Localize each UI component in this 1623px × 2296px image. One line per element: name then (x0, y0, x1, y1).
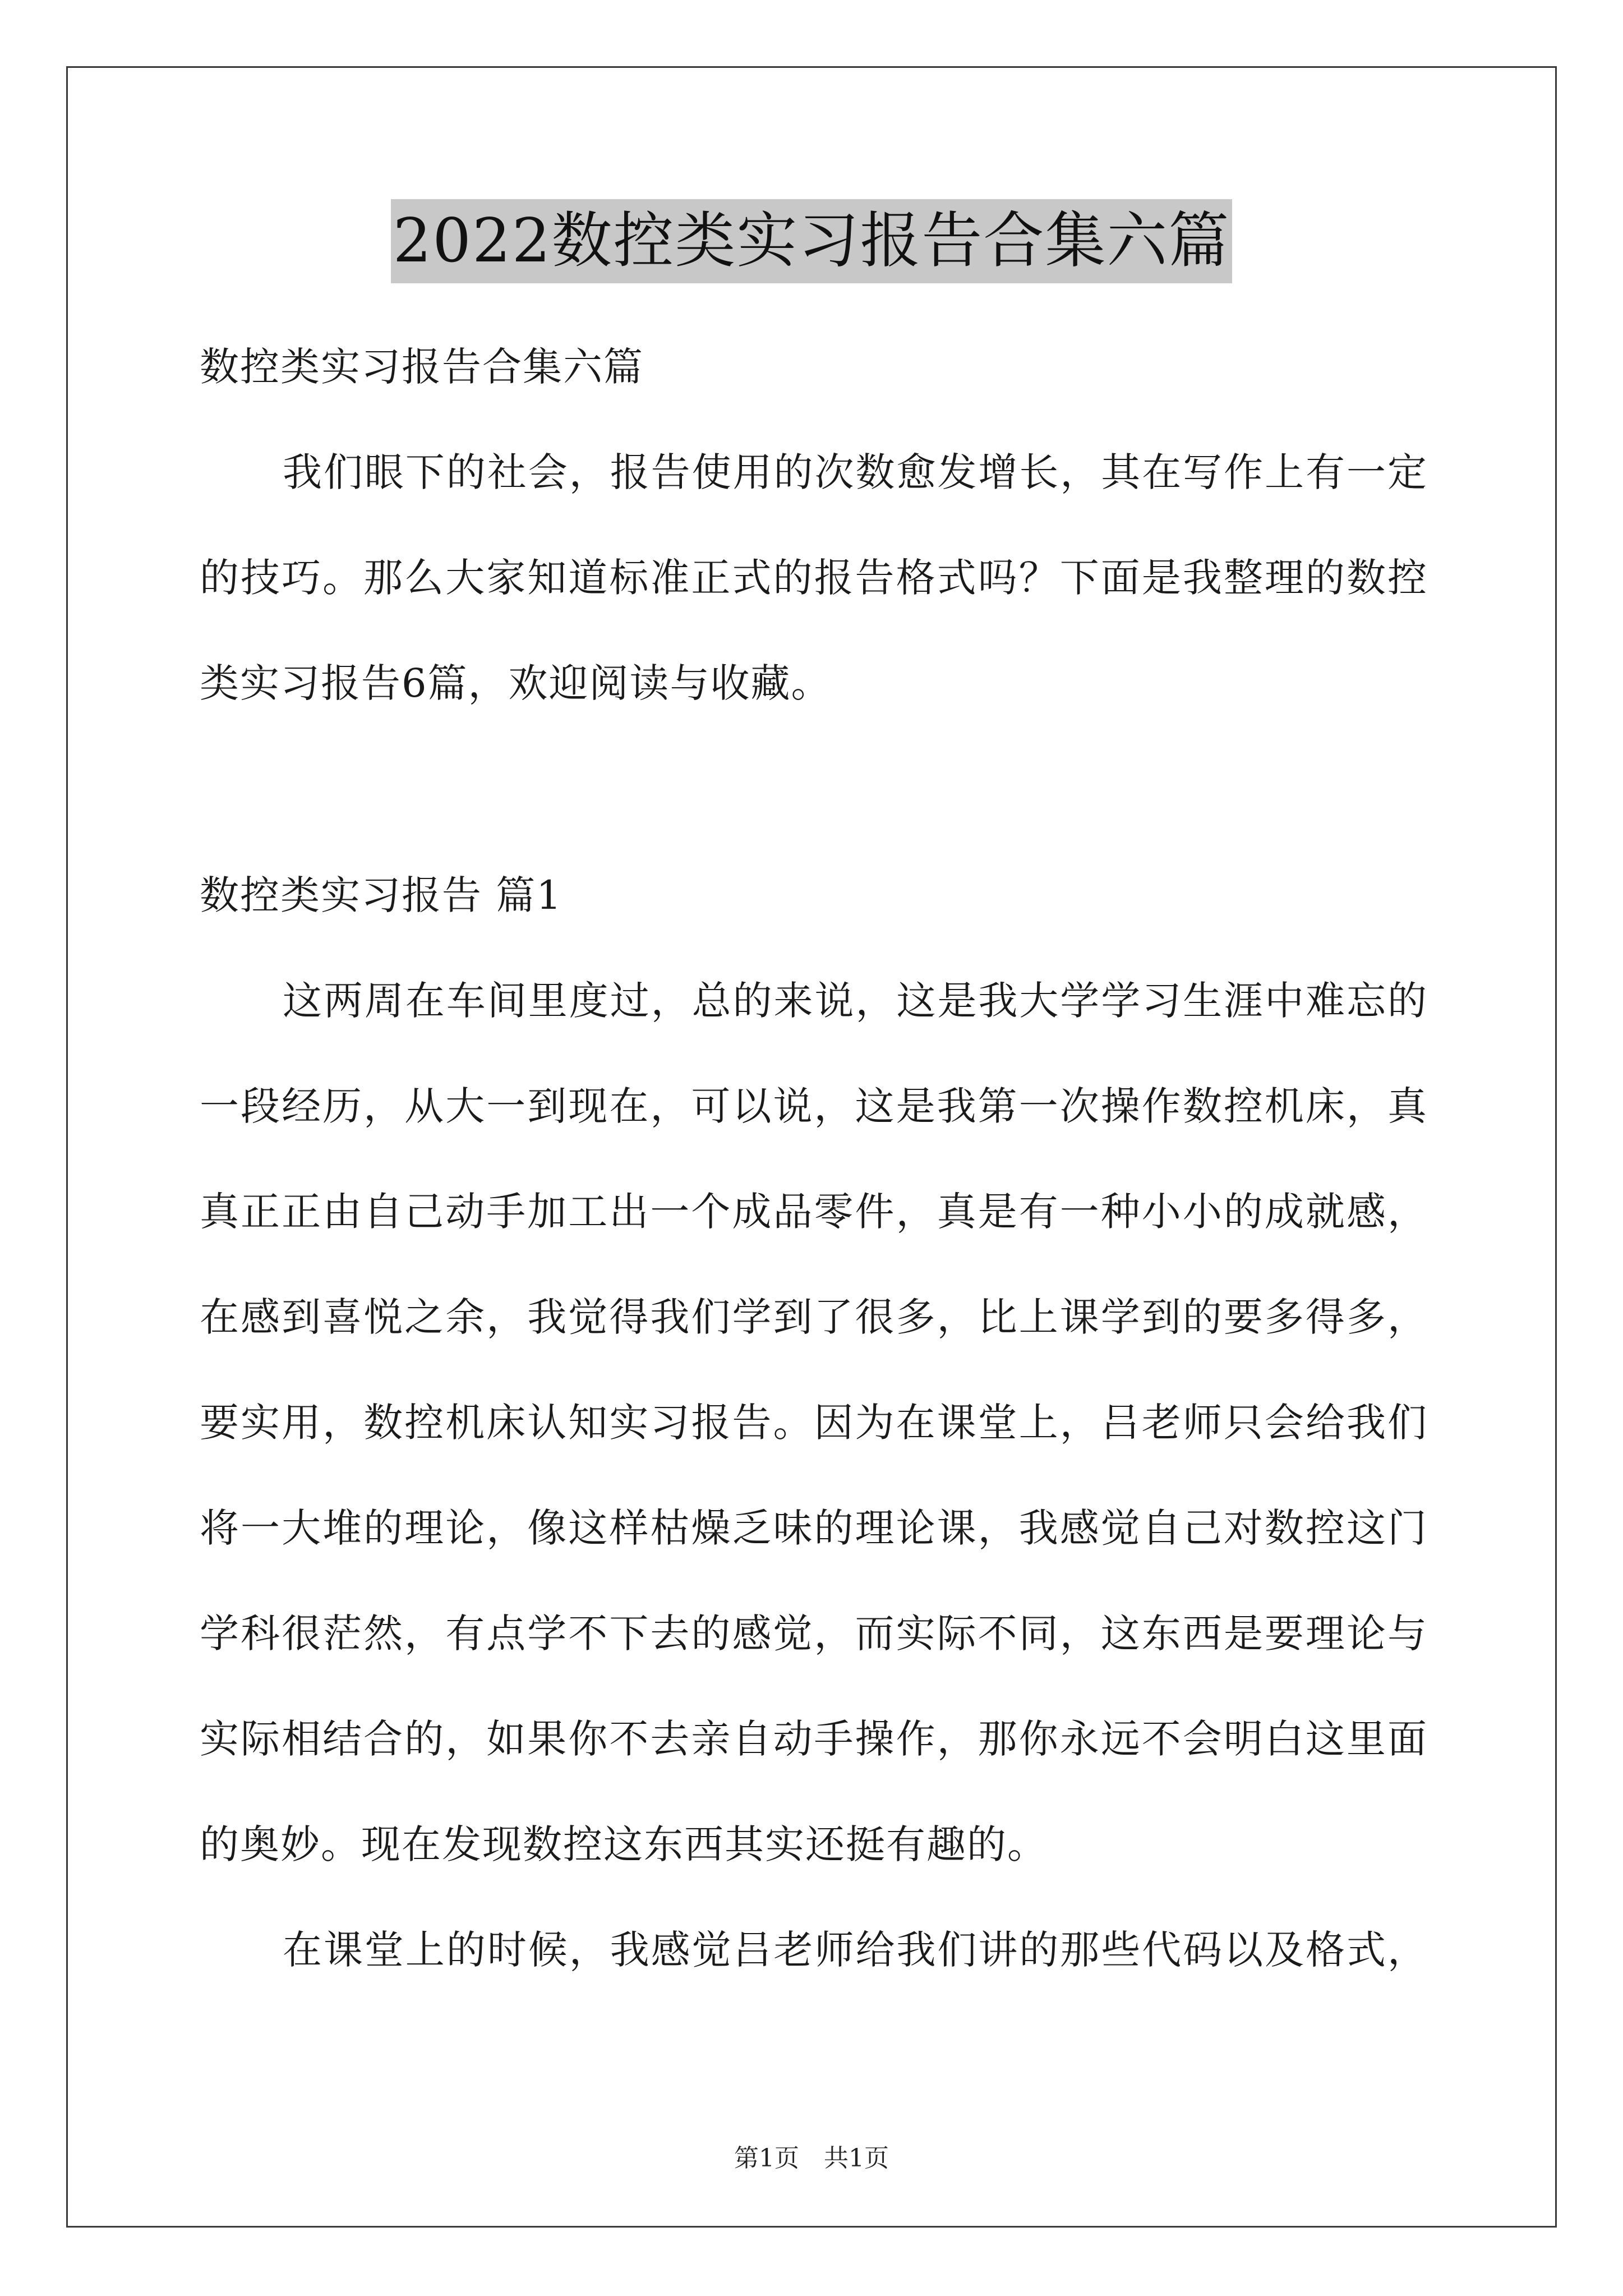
intro-line-1: 我们眼下的社会，报告使用的次数愈发增长，其在写作上有一定 (283, 449, 1428, 495)
document-subtitle: 数控类实习报告合集六篇 (200, 344, 644, 390)
section-line-9: 的奥妙。现在发现数控这东西其实还挺有趣的。 (200, 1821, 1048, 1867)
document-title: 2022数控类实习报告合集六篇 (391, 199, 1233, 283)
title-container (0, 199, 1623, 283)
document-body (200, 314, 1428, 2003)
intro-line-3: 类实习报告6篇，欢迎阅读与收藏。 (200, 660, 832, 706)
intro-line-2: 的技巧。那么大家知道标准正式的报告格式吗？下面是我整理的数控 (200, 555, 1428, 601)
section-heading: 数控类实习报告 篇1 (200, 872, 562, 918)
section-line-1: 这两周在车间里度过，总的来说，这是我大学学习生涯中难忘的 (283, 978, 1428, 1024)
section-line-8: 实际相结合的，如果你不去亲自动手操作，那你永远不会明白这里面 (200, 1716, 1428, 1762)
section-line-5: 要实用，数控机床认知实习报告。因为在课堂上，吕老师只会给我们 (200, 1400, 1428, 1446)
section-line-7: 学科很茫然，有点学不下去的感觉，而实际不同，这东西是要理论与 (200, 1611, 1428, 1657)
page-footer: 第1页 共1页 (734, 2144, 889, 2173)
section-line-4: 在感到喜悦之余，我觉得我们学到了很多，比上课学到的要多得多， (200, 1294, 1428, 1340)
section-line-2: 一段经历，从大一到现在，可以说，这是我第一次操作数控机床，真 (200, 1083, 1428, 1129)
section-line-6: 将一大堆的理论，像这样枯燥乏味的理论课，我感觉自己对数控这门 (200, 1505, 1428, 1551)
section-last-line: 在课堂上的时候，我感觉吕老师给我们讲的那些代码以及格式， (283, 1927, 1428, 1973)
section-line-3: 真正正由自己动手加工出一个成品零件，真是有一种小小的成就感， (200, 1189, 1428, 1235)
paragraph-gap (200, 736, 1428, 843)
